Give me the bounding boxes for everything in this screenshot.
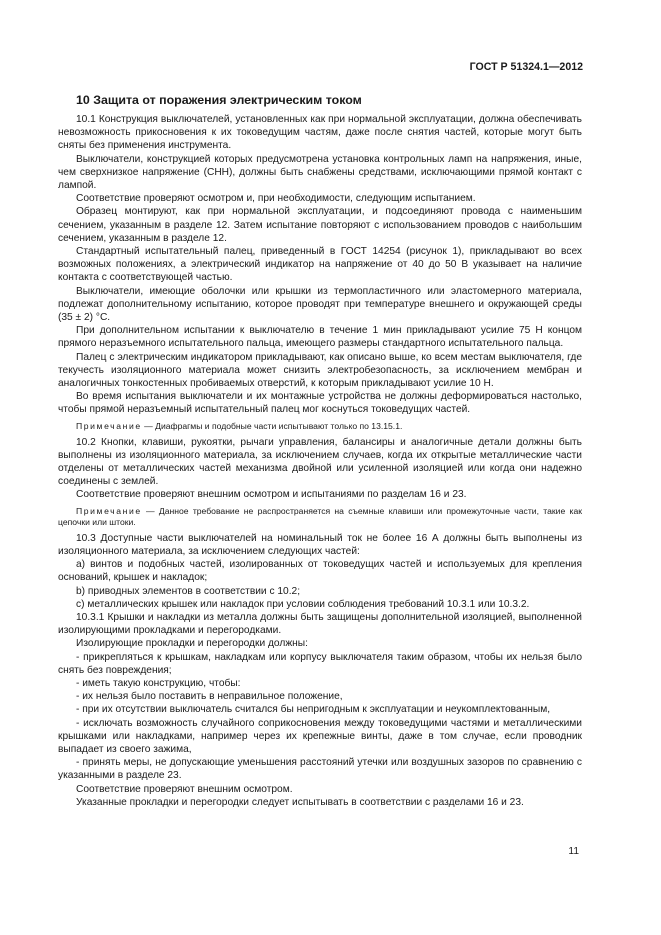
paragraph: - иметь такую конструкцию, чтобы:	[76, 677, 241, 689]
paragraph: b) приводных элементов в соответствии с 10.2;	[76, 585, 301, 597]
paragraph: Выключатели, конструкцией которых предусмотрена установка контрольных ламп на напряжения, иные, чем сверхнизкое напряжение (СНН), должны быть снабжены средствами, исключающими прямой контакт с лампой.	[58, 153, 582, 192]
note	[58, 506, 582, 528]
paragraph: Стандартный испытательный палец, приведенный в ГОСТ 14254 (рисунок 1), прикладывают во всех возможных положениях, а электрический индикатор на напряжение от 40 до 50 В указывает на наличие контакта с соответствующей частью.	[58, 246, 582, 284]
paragraph: с) металлических крышек или накладок при условии соблюдения требований 10.3.1 или 10.3.2.	[76, 598, 530, 610]
paragraph: Изолирующие прокладки и перегородки должны:	[76, 638, 308, 650]
paragraph: 10.1 Конструкция выключателей, установленных как при нормальной эксплуатации, должна обеспечивать невозможность прикосновения к их токоведущим частям, даже после снятия частей, которые могут быть сняты без применения инструмента.	[58, 114, 582, 152]
paragraph: 10.3 Доступные части выключателей на номинальный ток не более 16 А должны быть выполнены из изоляционного материала, за исключением следующих частей:	[58, 532, 582, 557]
note-text: — Диафрагмы и подобные части испытывают только по 13.15.1.	[141, 420, 403, 431]
paragraph: а) винтов и подобных частей, изолированных от токоведущих частей и используемых для крепления оснований, крышек и накладок;	[58, 559, 582, 584]
note	[58, 421, 582, 432]
paragraph: 10.3.1 Крышки и накладки из металла должны быть защищены дополнительной изоляцией, выполненной изолирующими прокладками и перегородками.	[58, 611, 582, 637]
page-number: 11	[568, 846, 579, 857]
paragraph: - исключать возможность случайного соприкосновения между токоведущими частями и металлическими крышками или накладками, например через их крепежные винты, даже в том случае, если проводник выпадает из своего зажима,	[58, 717, 582, 755]
paragraph: Соответствие проверяют осмотром и, при необходимости, следующим испытанием.	[76, 193, 476, 205]
paragraph: Выключатели, имеющие оболочки или крышки из термопластичного или эластомерного материала, подлежат дополнительному испытанию, которое проводят при температуре внешнего и окружающей среды (35 ± 2) °С.	[58, 285, 582, 324]
body-text	[58, 113, 582, 809]
document-code: ГОСТ Р 51324.1—2012	[469, 61, 583, 73]
note-text: — Данное требование не распространяется на съемные клавиши или промежуточные части, такие как цепочки или штоки.	[58, 505, 582, 527]
paragraph: - при их отсутствии выключатель считался бы непригодным к эксплуатации и неукомплектованным,	[76, 704, 551, 716]
note-label: Примечание	[76, 505, 142, 516]
paragraph: Во время испытания выключатели и их монтажные устройства не должны деформироваться настолько, чтобы прямой неразъемный испытательный палец мог коснуться токоведущих частей.	[58, 391, 582, 416]
paragraph: - принять меры, не допускающие уменьшения расстояний утечки или воздушных зазоров по сравнению с указанными в разделе 23.	[58, 757, 582, 782]
paragraph: Образец монтируют, как при нормальной эксплуатации, и подсоединяют провода с наименьшим сечением, указанным в разделе 12. Затем испытание повторяют с использованием проводов с наибольшим сечением, указанным в разделе 12.	[58, 206, 582, 244]
paragraph: При дополнительном испытании к выключателю в течение 1 мин прикладывают усилие 75 Н концом прямого неразъемного испытательного пальца, имеющего размеры стандартного испытательного пальца.	[58, 325, 582, 350]
paragraph: - их нельзя было поставить в неправильное положение,	[76, 691, 343, 703]
paragraph: Соответствие проверяют внешним осмотром и испытаниями по разделам 16 и 23.	[76, 489, 467, 501]
paragraph: Соответствие проверяют внешним осмотром.	[76, 783, 293, 795]
section-title: 10 Защита от поражения электрическим током	[76, 93, 362, 107]
paragraph: Указанные прокладки и перегородки следует испытывать в соответствии с разделами 16 и 23.	[76, 796, 524, 808]
paragraph: Палец с электрическим индикатором прикладывают, как описано выше, ко всем местам выключателя, где текучесть изоляционного материала может снизить электробезопасность, за исключением мембран и аналогичных тонкостенных пробиваемых отверстий, к которым прикладывают усилие 10 Н.	[58, 351, 582, 390]
paragraph: - прикрепляться к крышкам, накладкам или корпусу выключателя таким образом, чтобы их нельзя было снять без повреждения;	[58, 651, 582, 676]
paragraph: 10.2 Кнопки, клавиши, рукоятки, рычаги управления, балансиры и аналогичные детали должны быть выполнены из изоляционного материала, за исключением случаев, когда их открытые металлические части отделены от металлических частей механизма двойной или усиленной изоляцией или когда они надежно соединены с землей.	[58, 436, 582, 488]
note-label: Примечание	[76, 420, 142, 431]
